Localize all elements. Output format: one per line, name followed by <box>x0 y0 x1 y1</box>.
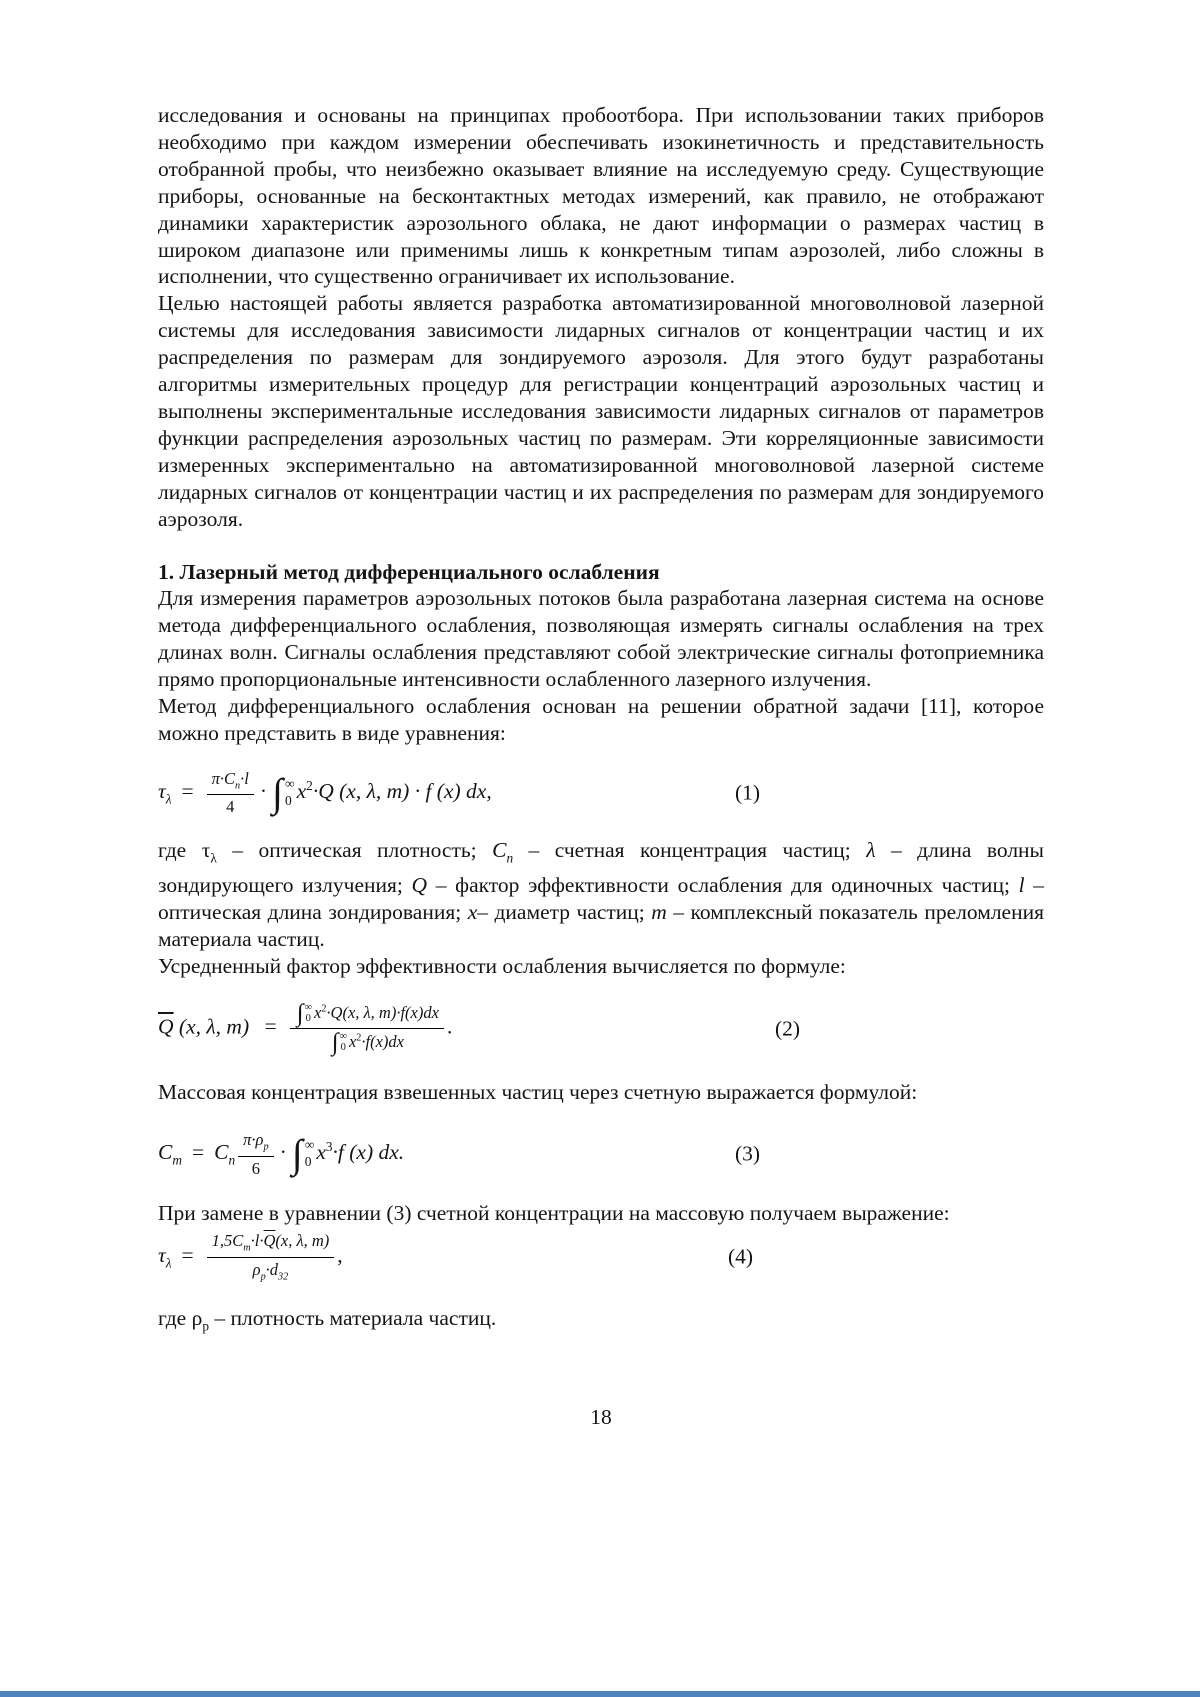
eq3-lhs <box>158 1140 182 1168</box>
variable-l: l <box>1018 873 1025 898</box>
equals-sign: = <box>264 1014 277 1039</box>
paragraph-method-intro: Метод дифференциального ослабления основан на решении обратной задачи [11], которое можно представить в виде уравнения: <box>158 694 1044 745</box>
paragraph-averaged-factor: Усредненный фактор эффективности ослабления вычисляется по формуле: <box>158 954 846 979</box>
subscript: p <box>202 1318 210 1334</box>
paragraph-symbol-definitions <box>158 837 1044 953</box>
paragraph-substitution: При замене в уравнении (3) счетной концентрации на массовую получаем выражение: <box>158 1201 950 1226</box>
equals-sign: = <box>181 1243 194 1268</box>
period: . <box>446 1014 453 1039</box>
integrand-tail: ·Q (x, λ, m) · f (x) dx, <box>312 778 492 803</box>
eq2-lhs <box>158 1014 254 1038</box>
fraction <box>290 1002 444 1055</box>
integral-glyph: ∫ <box>272 770 283 816</box>
integral-sign <box>272 770 295 816</box>
numerator-part: ·l <box>240 768 249 788</box>
fraction <box>238 1130 273 1178</box>
integral-lower-limit: 0 <box>340 1041 346 1053</box>
text-segment: – оптическая длина зондирования; <box>158 873 1045 925</box>
section-heading: 1. Лазерный метод дифференциального ослабления <box>158 559 660 584</box>
fraction <box>207 1231 335 1283</box>
rho-symbol: ρ <box>191 1306 203 1331</box>
lambda-symbol: λ <box>866 838 876 863</box>
text-segment: – плотность материала частиц. <box>209 1306 497 1331</box>
text-segment: – комплексный показатель преломления материала частиц. <box>158 900 1044 952</box>
integral-sign <box>332 1031 347 1055</box>
variable-m: m <box>651 900 667 925</box>
subscript: n <box>506 850 514 866</box>
variable-x: x <box>296 778 307 803</box>
superscript: 2 <box>321 1003 327 1015</box>
page-number: 18 <box>590 1404 612 1429</box>
eq1-lhs <box>158 778 172 807</box>
fraction <box>207 769 254 817</box>
variable-C: C <box>214 1140 229 1165</box>
subscript: n <box>235 780 241 792</box>
integral-upper-limit: ∞ <box>304 1002 312 1014</box>
variable-x: x <box>313 1002 322 1022</box>
integral-upper-limit: ∞ <box>285 776 295 792</box>
subscript: m <box>243 1242 251 1254</box>
paragraph-work-goal: Целью настоящей работы является разработка автоматизированной многоволновой лазерной системы для исследования зависимости лидарных сигналов от концентрации частиц и их распределения по размерам для зондируемого аэрозоля. Для этого будут разработаны алгоритмы измерительных процедур для регистрации концентраций аэрозольных частиц и выполнены экспериментальные исследования зависимости лидарных сигналов от параметров функции распределения аэрозольных частиц по размерам. Эти корреляционные зависимости измеренных экспериментально на автоматизированной многоволновой лазерной системе лидарных сигналов от концентрации частиц и их распределения по размерам для зондируемого аэрозоля. <box>158 291 1044 531</box>
equation-number: (2) <box>775 1016 801 1041</box>
multiplication-dot: · <box>279 1140 287 1165</box>
equation-number: (4) <box>728 1244 754 1269</box>
denominator-part: ·d <box>265 1259 279 1279</box>
integral-lower-limit: 0 <box>285 792 292 808</box>
integrand-tail: ·Q(x, λ, m)·f(x)dx <box>326 1002 439 1022</box>
variable-x: x <box>467 900 478 925</box>
paragraph-laser-system: Для измерения параметров аэрозольных потоков была разработана лазерная система на основе метода дифференциального ослабления, позволяющая измерять сигналы ослабления на трех длинах волн. Сигналы ослабления представляют собой электрические сигналы фотоприемника прямо пропорциональные интенсивности ослабленного лазерного излучения. <box>158 586 1044 692</box>
tau-symbol: τ <box>201 838 211 863</box>
integral-glyph: ∫ <box>291 1131 303 1177</box>
integral-glyph: ∫ <box>331 1029 339 1057</box>
superscript: 2 <box>306 777 313 793</box>
eq3-integrand <box>316 1140 404 1164</box>
eq3-cn <box>214 1140 236 1168</box>
subscript: λ <box>165 791 172 807</box>
arguments: (x, λ, m) <box>275 1231 330 1251</box>
variable-x: x <box>316 1140 326 1165</box>
equation-4 <box>158 1231 1044 1283</box>
text-segment: – фактор эффективности ослабления для одиночных частиц; <box>427 873 1019 898</box>
numerator-part: π·C <box>211 768 236 788</box>
multiplication-dot: · <box>259 778 268 803</box>
subscript: n <box>228 1152 236 1168</box>
text-segment: – длина волны зондирующего излучения; <box>158 838 1045 898</box>
equals-sign: = <box>191 1140 205 1165</box>
integral-lower-limit: 0 <box>305 1012 311 1024</box>
integral-upper-limit: ∞ <box>339 1031 347 1043</box>
tau-symbol: τ <box>158 778 166 803</box>
integrand-tail: ·f(x)dx <box>361 1031 404 1051</box>
integral-sign <box>291 1131 315 1177</box>
text-segment: где <box>158 1306 192 1331</box>
variable-C: C <box>492 838 507 863</box>
variable-Q: Q <box>411 873 428 898</box>
subscript: λ <box>210 850 217 866</box>
eq1-integrand <box>297 779 492 803</box>
subscript: 32 <box>278 1271 289 1283</box>
integral-sign <box>297 1002 312 1026</box>
bottom-border-bar <box>0 1691 1200 1697</box>
arguments: (x, λ, m) <box>173 1014 255 1039</box>
denominator: 4 <box>226 797 235 817</box>
q-bar-symbol: $\overline{Q}$ <box>263 1231 276 1251</box>
equation-3 <box>158 1130 1044 1178</box>
superscript: 3 <box>325 1138 333 1154</box>
text-segment: – оптическая плотность; <box>216 838 493 863</box>
denominator: 6 <box>251 1158 260 1178</box>
superscript: 2 <box>356 1032 362 1044</box>
subscript: p <box>263 1141 269 1153</box>
text-segment: где <box>158 838 202 863</box>
q-bar-symbol: $\overline{Q}$ <box>158 1014 174 1039</box>
document-text-block <box>158 102 1044 1430</box>
equals-sign: = <box>181 778 194 803</box>
tau-symbol: τ <box>158 1243 166 1268</box>
subscript: m <box>172 1152 182 1168</box>
integrand-tail: ·f (x) dx. <box>332 1140 405 1165</box>
eq4-lhs <box>158 1243 172 1271</box>
integral-upper-limit: ∞ <box>304 1137 315 1153</box>
numerator-part: 1,5C <box>211 1231 244 1251</box>
equation-1 <box>158 769 1044 817</box>
equation-2 <box>158 1002 1044 1055</box>
rho-symbol: ρ <box>252 1259 261 1279</box>
numerator-part: ·l· <box>250 1231 264 1251</box>
equation-number: (3) <box>735 1141 761 1166</box>
paragraph-mass-concentration: Массовая концентрация взвешенных частиц через счетную выражается формулой: <box>158 1080 918 1105</box>
numerator-part: π·ρ <box>243 1129 264 1149</box>
comma: , <box>337 1243 343 1268</box>
subscript: λ <box>165 1255 172 1271</box>
variable-C: C <box>158 1140 173 1165</box>
variable-x: x <box>348 1031 357 1051</box>
paragraph-sampling-methods: исследования и основаны на принципах пробоотбора. При использовании таких приборов необходимо при каждом измерении обеспечивать изокинетичность и представительность отобранной пробы, что неизбежно оказывает влияние на исследуемую среду. Существующие приборы, основанные на бесконтактных методах измерений, как правило, не отображают динамики характеристик аэрозольного облака, не дают информации о размерах частиц в широком диапазоне или применимы лишь к конкретным типам аэрозолей, либо сложны в исполнении, что существенно ограничивает их использование. <box>158 103 1044 289</box>
subscript: p <box>260 1271 266 1283</box>
text-segment: – счетная концентрация частиц; <box>513 838 867 863</box>
integral-lower-limit: 0 <box>304 1153 312 1169</box>
text-segment: – диаметр частиц; <box>477 900 652 925</box>
integral-glyph: ∫ <box>296 1000 304 1028</box>
equation-number: (1) <box>735 780 761 805</box>
paragraph-density-definition <box>158 1305 1044 1340</box>
